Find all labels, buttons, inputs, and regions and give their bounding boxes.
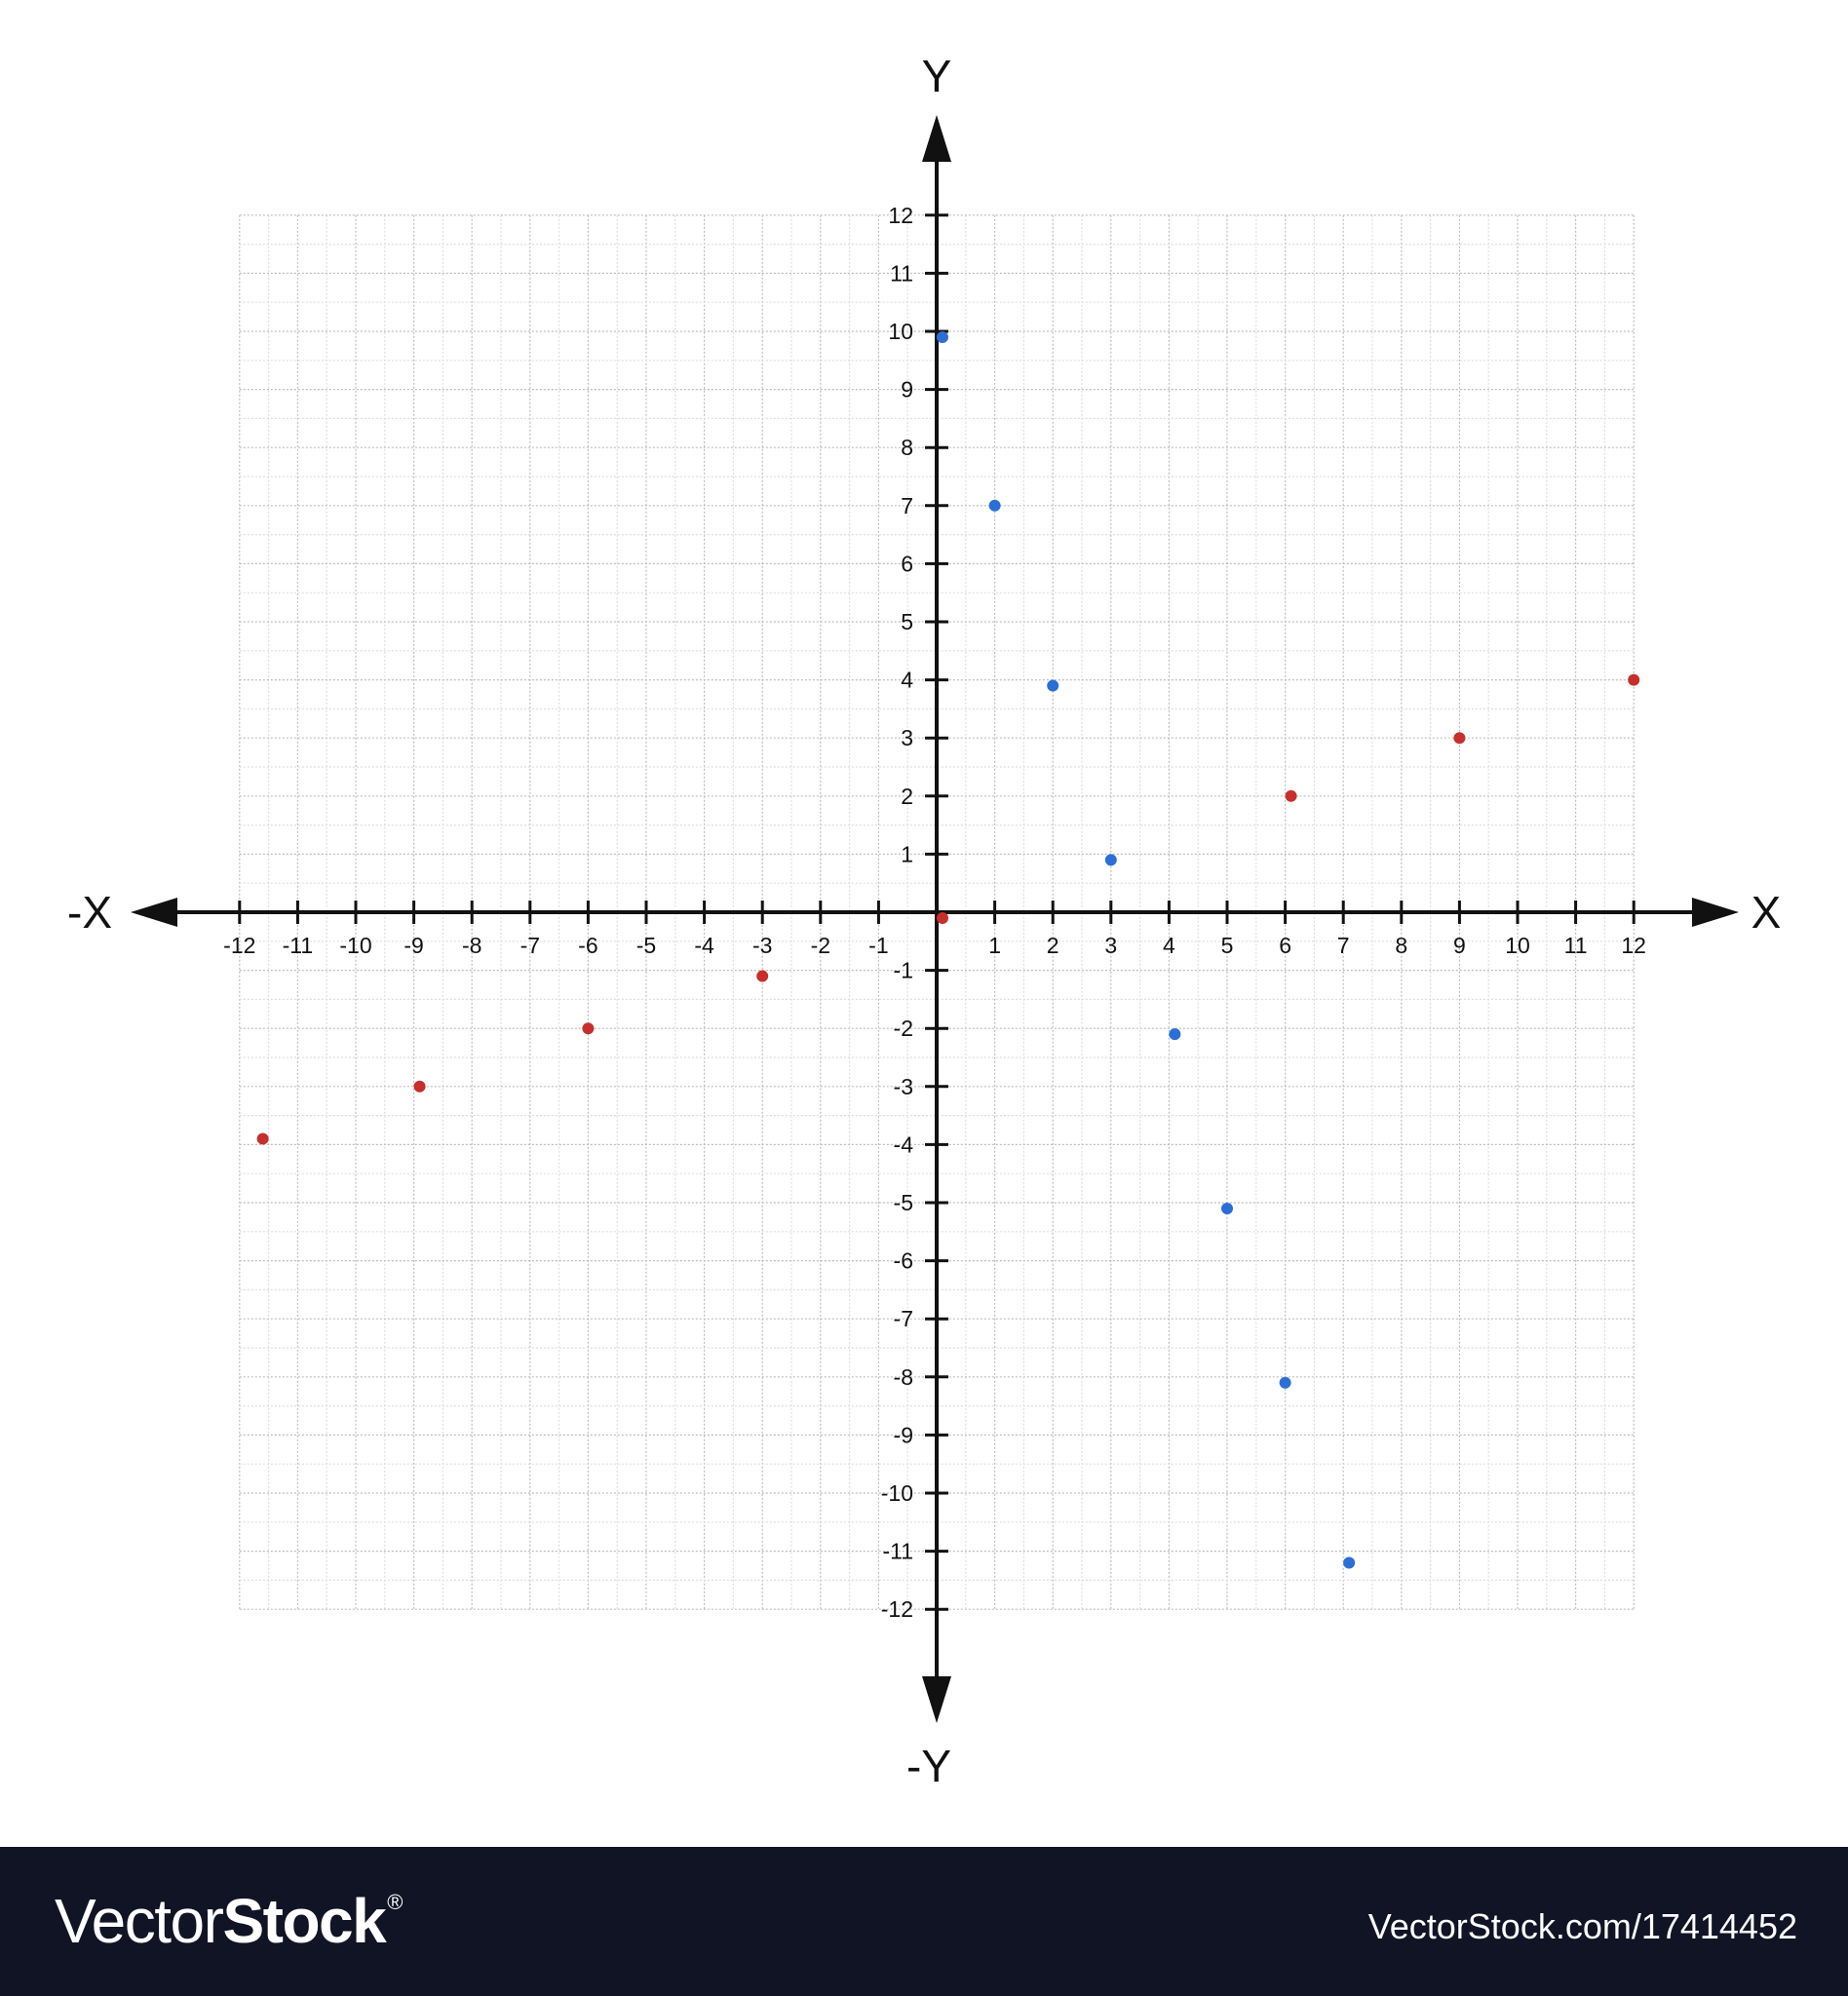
y-tick-label: 11 — [890, 260, 913, 287]
x-tick-label: -11 — [282, 933, 314, 958]
y-tick-label: 12 — [888, 202, 913, 228]
x-tick-label: -9 — [404, 933, 424, 958]
x-tick-label: 12 — [1621, 933, 1646, 958]
x-tick-label: 8 — [1395, 933, 1408, 958]
y-tick-label: 6 — [901, 551, 913, 577]
y-tick-label: -2 — [893, 1016, 913, 1042]
y-axis-arrow-up — [922, 115, 951, 162]
y-tick-label: 10 — [888, 319, 913, 344]
y-tick-label: -9 — [893, 1422, 913, 1448]
y-tick-label: -6 — [893, 1248, 913, 1274]
data-point — [989, 500, 1001, 512]
y-axis-arrow-down — [922, 1676, 951, 1723]
y-tick-label: -11 — [882, 1538, 913, 1564]
logo-text-light: Vector — [55, 1886, 223, 1956]
data-point — [582, 1022, 594, 1034]
x-tick-label: 7 — [1336, 933, 1350, 958]
x-tick-label: -3 — [751, 933, 773, 958]
vectorstock-logo — [55, 1886, 402, 1956]
x-tick-label: 6 — [1279, 933, 1291, 958]
x-axis-arrow-right — [1692, 898, 1739, 927]
x-tick-label: 10 — [1505, 933, 1530, 958]
y-tick-label: 8 — [901, 435, 913, 461]
watermark-footer — [0, 1847, 1848, 1996]
x-tick-label: -5 — [635, 933, 657, 958]
y-tick-label: -7 — [893, 1306, 913, 1332]
y-tick-label: 2 — [901, 783, 913, 809]
x-tick-label: 3 — [1104, 933, 1118, 958]
x-tick-label: 1 — [988, 933, 1001, 958]
y-tick-label: -8 — [893, 1363, 913, 1390]
y-tick-label: 7 — [901, 492, 913, 518]
x-tick-label: -6 — [578, 933, 598, 958]
data-point — [1221, 1203, 1233, 1214]
logo-text-bold: Stock — [222, 1886, 386, 1956]
data-point — [1047, 680, 1059, 692]
data-point — [1169, 1028, 1180, 1040]
x-tick-label: -12 — [223, 933, 256, 958]
x-tick-label: -7 — [520, 933, 541, 958]
x-tick-label: -1 — [868, 933, 889, 958]
data-point — [1628, 674, 1639, 686]
y-tick-label: 3 — [901, 725, 913, 751]
x-tick-label: -8 — [461, 933, 482, 958]
x-tick-label: 9 — [1453, 933, 1466, 958]
x-axis-arrow-left — [131, 898, 177, 927]
x-tick-label: -2 — [810, 933, 831, 958]
x-tick-label: -10 — [339, 933, 372, 958]
x-tick-label: 4 — [1163, 933, 1175, 958]
data-point — [1280, 1377, 1291, 1389]
x-axis-label: X — [1751, 887, 1782, 938]
x-tick-label: 11 — [1563, 933, 1588, 958]
data-point — [1343, 1557, 1355, 1569]
y-tick-label: -1 — [893, 957, 913, 983]
image-url-text: VectorStock.com/17414452 — [1367, 1906, 1797, 1946]
data-point — [257, 1132, 269, 1144]
y-tick-label: -4 — [893, 1132, 913, 1158]
x-tick-label: 2 — [1046, 933, 1059, 958]
y-axis-label: Y — [921, 51, 952, 101]
y-tick-label: -10 — [880, 1480, 913, 1506]
y-tick-label: 9 — [901, 376, 913, 403]
data-point — [756, 971, 768, 982]
data-point — [414, 1081, 426, 1093]
y-tick-label: 1 — [901, 841, 913, 867]
data-point — [1286, 790, 1297, 802]
data-point — [1453, 732, 1465, 744]
data-point — [937, 331, 948, 343]
logo-registered-mark: ® — [387, 1890, 402, 1914]
x-tick-label: 5 — [1220, 933, 1234, 958]
y-negative-axis-label: -Y — [906, 1741, 951, 1791]
y-tick-label: 4 — [901, 667, 913, 693]
x-tick-label: -4 — [694, 933, 714, 958]
y-tick-label: 5 — [901, 609, 913, 634]
data-point — [937, 912, 948, 924]
data-point — [1105, 854, 1117, 865]
y-tick-label: -3 — [893, 1073, 913, 1099]
y-tick-label: -5 — [893, 1190, 913, 1215]
y-tick-label: -12 — [880, 1596, 913, 1623]
x-negative-axis-label: -X — [67, 887, 112, 938]
